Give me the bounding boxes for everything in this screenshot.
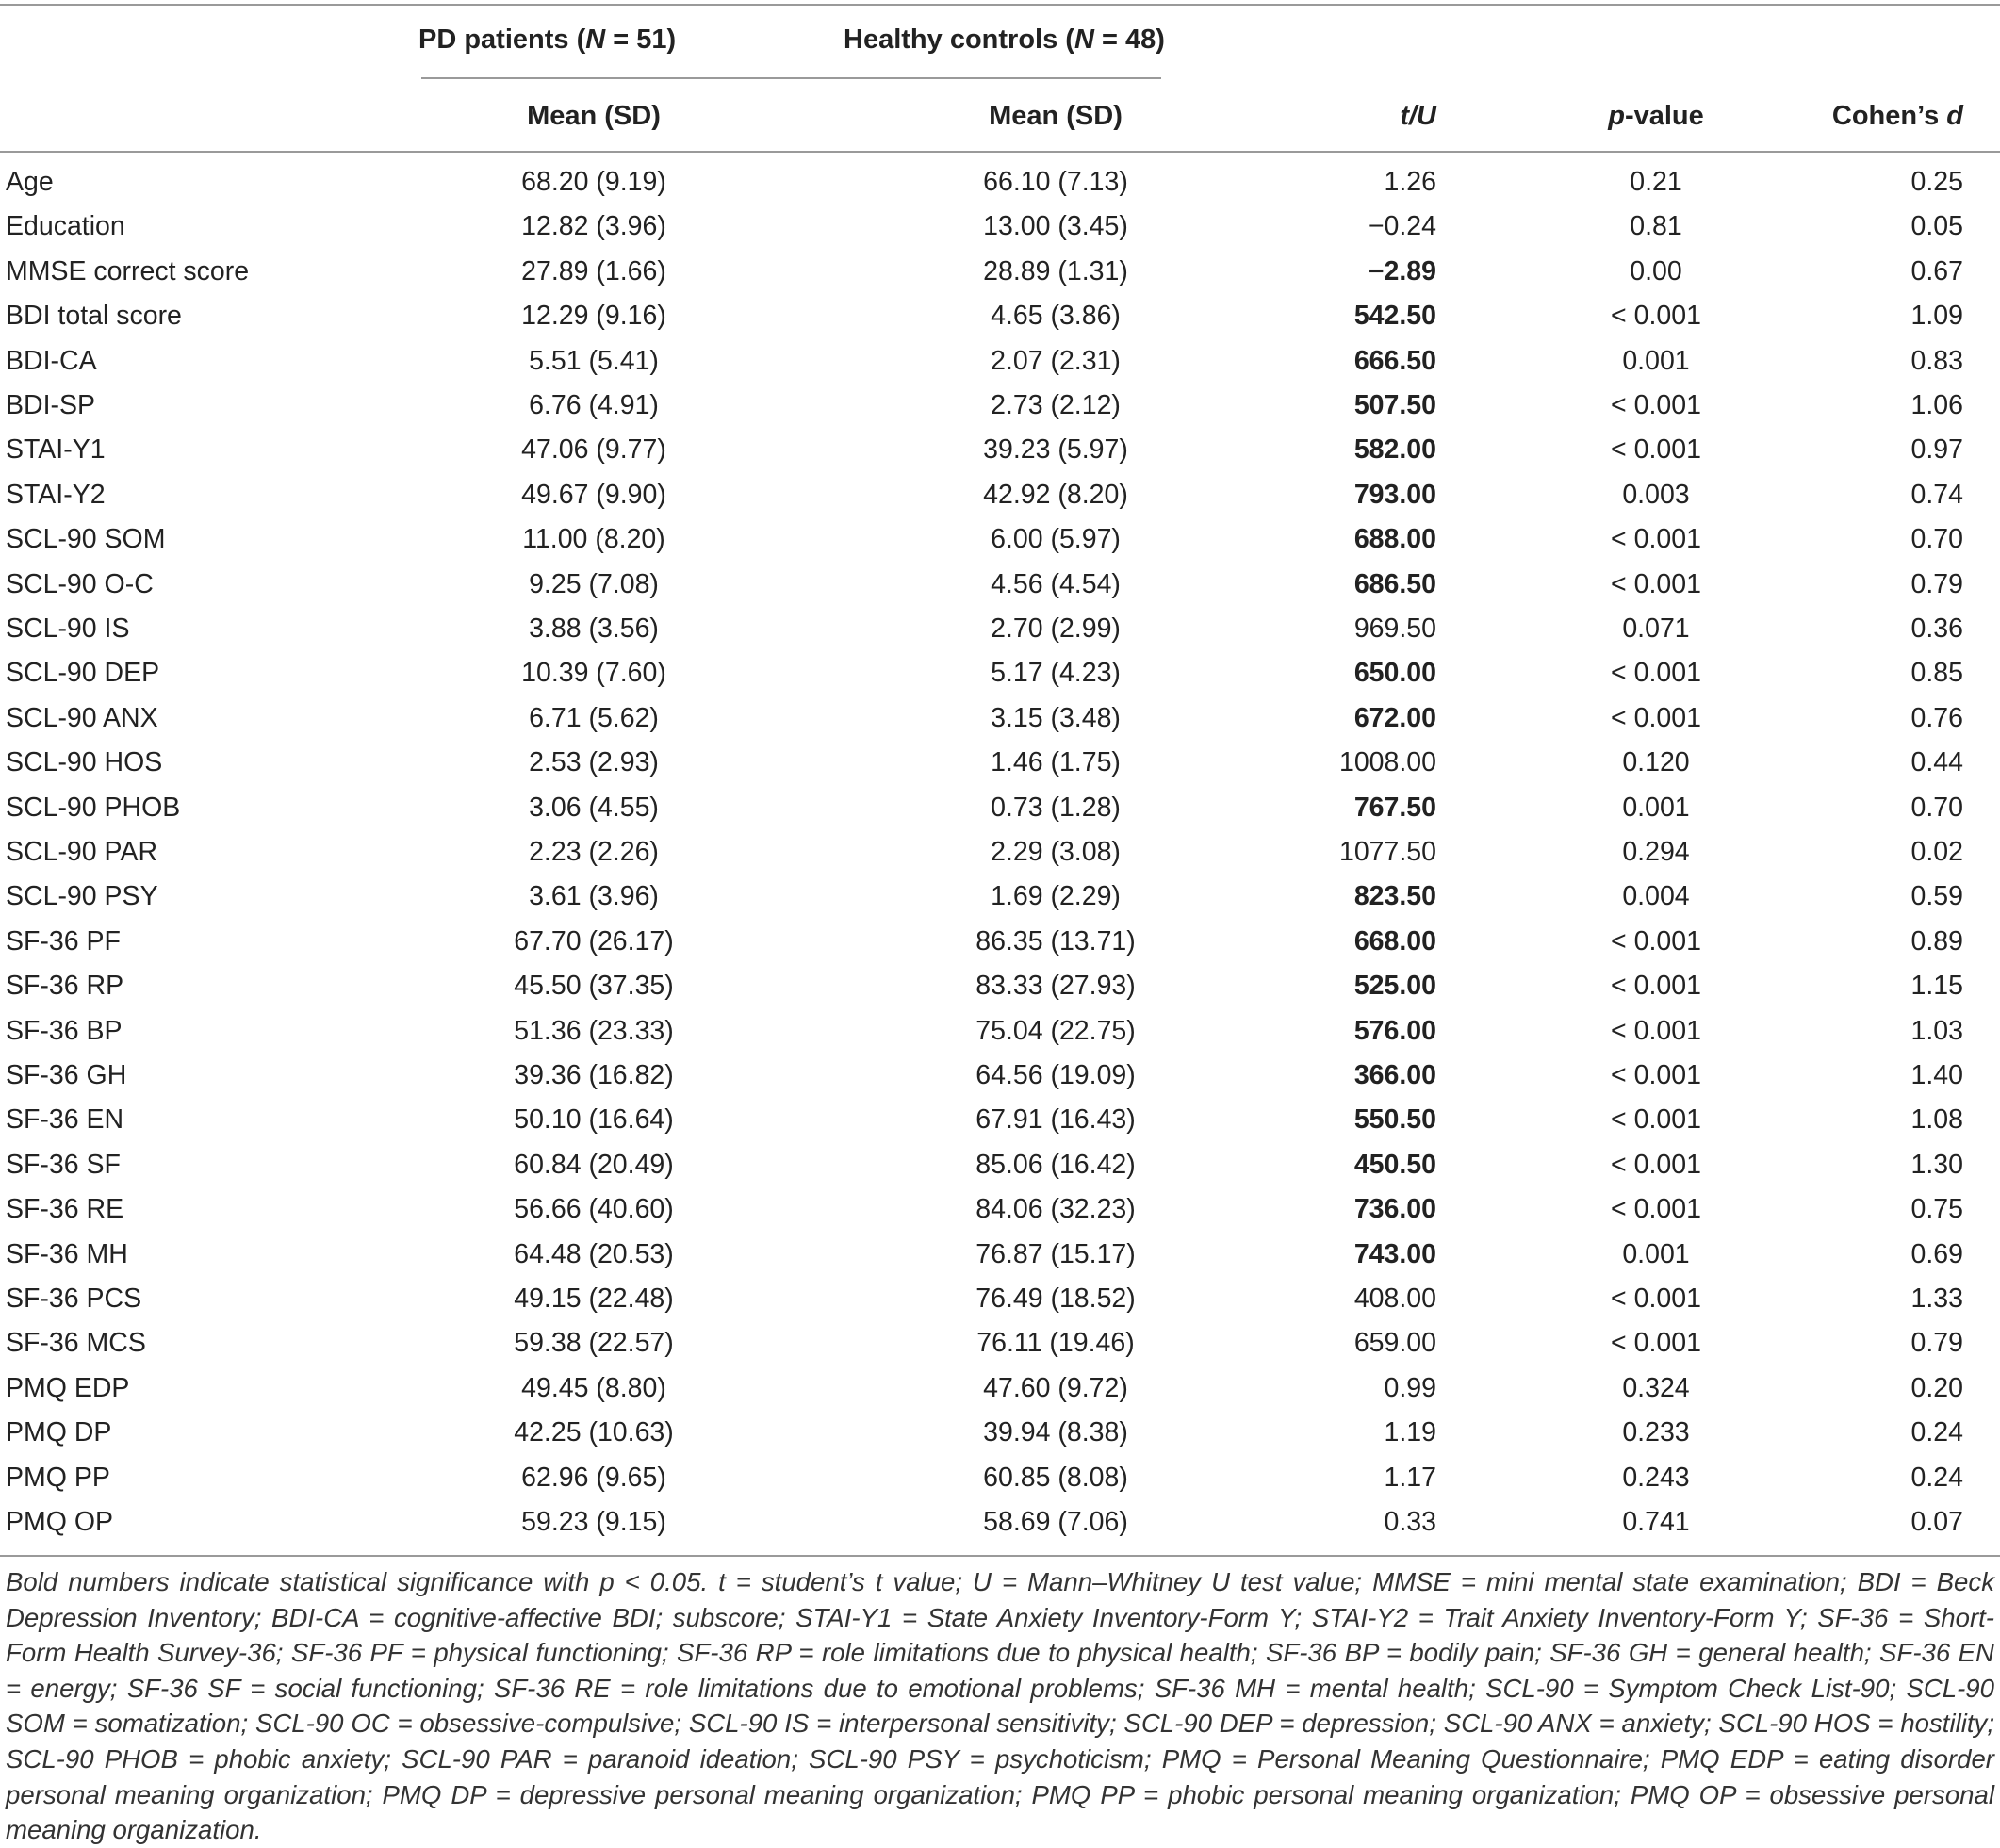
hc-mean-sd-cell: 83.33 (27.93): [975, 971, 1136, 1002]
table-row: [0, 204, 2000, 249]
pd-mean-sd-cell: 59.38 (22.57): [514, 1328, 674, 1359]
hc-mean-sd-cell: 2.29 (3.08): [991, 837, 1121, 867]
row-label: SCL-90 IS: [6, 613, 130, 644]
p-value-cell: < 0.001: [1611, 1015, 1701, 1046]
t-u-value-cell: 743.00: [1353, 1238, 1436, 1269]
hc-mean-sd-cell: 86.35 (13.71): [975, 925, 1136, 957]
hc-group-header-suffix: = 48): [1093, 25, 1165, 55]
pd-mean-header: Mean (SD): [527, 101, 661, 131]
p-value-cell: < 0.001: [1611, 702, 1701, 733]
hc-mean-sd-cell: 47.60 (9.72): [983, 1372, 1128, 1403]
cohens-d-cell: 0.44: [1910, 747, 1963, 778]
pd-mean-sd-cell: 9.25 (7.08): [529, 568, 659, 599]
pd-group-header-prefix: PD patients (: [418, 25, 586, 55]
pd-mean-sd-cell: 49.45 (8.80): [521, 1372, 666, 1403]
t-u-value-cell: 576.00: [1353, 1015, 1436, 1046]
hc-mean-sd-cell: 1.69 (2.29): [991, 881, 1121, 912]
pd-mean-sd-cell: 45.50 (37.35): [514, 971, 674, 1002]
cohens-d-cell: 1.08: [1910, 1104, 1963, 1136]
cohens-d-cell: 0.70: [1910, 524, 1963, 555]
pd-mean-sd-cell: 12.29 (9.16): [521, 301, 666, 332]
hc-mean-sd-cell: 2.70 (2.99): [991, 613, 1121, 644]
cohens-d-cell: 0.24: [1910, 1462, 1963, 1493]
hc-mean-sd-cell: 0.73 (1.28): [991, 792, 1121, 823]
row-label: SCL-90 DEP: [6, 658, 160, 689]
pd-mean-sd-cell: 11.00 (8.20): [522, 524, 665, 555]
table-row: [0, 517, 2000, 562]
t-u-value-cell: 823.50: [1353, 881, 1436, 912]
row-label: PMQ PP: [6, 1462, 110, 1493]
hc-mean-sd-cell: 5.17 (4.23): [991, 658, 1121, 689]
hc-mean-sd-cell: 85.06 (16.42): [975, 1149, 1136, 1180]
p-value-cell: < 0.001: [1611, 1149, 1701, 1180]
cohens-d-cell: 0.79: [1910, 568, 1963, 599]
table-row: [0, 786, 2000, 830]
table-top-rule: [0, 4, 2000, 6]
p-value-cell: < 0.001: [1611, 434, 1701, 466]
t-u-value-cell: 686.50: [1353, 568, 1436, 599]
t-u-value-cell: −0.24: [1368, 211, 1436, 242]
pd-mean-sd-cell: 2.23 (2.26): [529, 837, 659, 867]
row-label: BDI-CA: [6, 345, 97, 376]
p-value-cell: 0.003: [1622, 479, 1690, 510]
hc-mean-sd-cell: 75.04 (22.75): [975, 1015, 1136, 1046]
table-row: [0, 696, 2000, 741]
table-row: [0, 1098, 2000, 1142]
t-u-value-cell: 668.00: [1353, 925, 1436, 957]
t-u-value-cell: 666.50: [1353, 345, 1436, 376]
row-label: PMQ DP: [6, 1417, 112, 1448]
pd-group-header-suffix: = 51): [605, 25, 677, 55]
table-row: [0, 1143, 2000, 1187]
cohens-d-header-prefix: Cohen’s: [1831, 101, 1947, 131]
group-header-underline: [421, 77, 1161, 79]
hc-group-header-n: N: [1074, 25, 1094, 55]
pd-mean-sd-cell: 6.71 (5.62): [529, 702, 659, 733]
cohens-d-cell: 0.79: [1910, 1328, 1963, 1359]
p-value-cell: < 0.001: [1611, 390, 1701, 420]
table-row: [0, 830, 2000, 875]
t-u-value-cell: 1077.50: [1338, 837, 1436, 867]
t-u-value-cell: 366.00: [1353, 1060, 1436, 1090]
cohens-d-cell: 0.20: [1910, 1372, 1963, 1403]
hc-mean-sd-cell: 2.07 (2.31): [991, 345, 1121, 376]
table-row: [0, 473, 2000, 517]
hc-mean-sd-cell: 4.65 (3.86): [991, 301, 1121, 332]
hc-mean-sd-cell: 39.94 (8.38): [983, 1417, 1128, 1448]
t-u-value-cell: 659.00: [1353, 1328, 1436, 1359]
table-row: [0, 1321, 2000, 1366]
hc-mean-sd-cell: 66.10 (7.13): [983, 167, 1128, 197]
cohens-d-cell: 0.67: [1910, 255, 1963, 286]
hc-mean-sd-cell: 6.00 (5.97): [991, 524, 1121, 555]
p-value-cell: < 0.001: [1611, 1328, 1701, 1359]
p-value-cell: 0.81: [1630, 211, 1682, 242]
p-value-cell: 0.001: [1622, 792, 1690, 823]
t-u-header-text: t/U: [1400, 101, 1436, 131]
pd-mean-sd-cell: 47.06 (9.77): [521, 434, 666, 466]
cohens-d-cell: 0.76: [1910, 702, 1963, 733]
t-u-value-cell: 1.19: [1384, 1417, 1436, 1448]
cohens-d-cell: 0.69: [1910, 1238, 1963, 1269]
table-row: [0, 563, 2000, 607]
row-label: SF-36 GH: [6, 1060, 127, 1090]
cohens-d-cell: 1.33: [1910, 1284, 1963, 1314]
cohens-d-cell: 0.02: [1910, 837, 1963, 867]
p-value-cell: 0.741: [1622, 1507, 1690, 1537]
row-label: MMSE correct score: [6, 255, 250, 286]
hc-mean-sd-cell: 28.89 (1.31): [983, 255, 1128, 286]
table-row: [0, 384, 2000, 428]
table-row: [0, 1500, 2000, 1545]
row-label: SF-36 MH: [6, 1238, 128, 1269]
p-value-cell: 0.324: [1622, 1372, 1690, 1403]
cohens-d-header-d: d: [1946, 101, 1963, 131]
hc-group-header: [844, 21, 1165, 58]
table-row: [0, 160, 2000, 204]
t-u-value-cell: 550.50: [1353, 1104, 1436, 1136]
table-row: [0, 964, 2000, 1008]
p-value-cell: < 0.001: [1611, 524, 1701, 555]
row-label: Age: [6, 167, 54, 197]
t-u-value-cell: 0.99: [1384, 1372, 1436, 1403]
table-row: [0, 294, 2000, 338]
cohens-d-cell: 0.85: [1910, 658, 1963, 689]
p-value-cell: 0.001: [1622, 1238, 1690, 1269]
p-value-cell: 0.294: [1622, 837, 1690, 867]
pd-group-header: [418, 21, 676, 58]
pd-mean-sd-cell: 2.53 (2.93): [529, 747, 659, 778]
t-u-value-cell: 688.00: [1353, 524, 1436, 555]
pd-mean-sd-cell: 6.76 (4.91): [529, 390, 659, 420]
pd-mean-sd-cell: 3.61 (3.96): [529, 881, 659, 912]
t-u-value-cell: 767.50: [1353, 792, 1436, 823]
p-value-cell: 0.071: [1622, 613, 1690, 644]
cohens-d-cell: 0.36: [1910, 613, 1963, 644]
t-u-value-cell: 793.00: [1353, 479, 1436, 510]
row-label: SCL-90 PSY: [6, 881, 158, 912]
row-label: SCL-90 PHOB: [6, 792, 181, 823]
cohens-d-cell: 0.70: [1910, 792, 1963, 823]
p-value-cell: 0.21: [1630, 167, 1682, 197]
row-label: SF-36 EN: [6, 1104, 124, 1136]
row-label: STAI-Y2: [6, 479, 106, 510]
pd-mean-sd-cell: 67.70 (26.17): [514, 925, 674, 957]
p-value-cell: < 0.001: [1611, 925, 1701, 957]
t-u-value-cell: 1.17: [1384, 1462, 1436, 1493]
cohens-d-cell: 0.05: [1910, 211, 1963, 242]
t-u-value-cell: 650.00: [1353, 658, 1436, 689]
cohens-d-cell: 0.24: [1910, 1417, 1963, 1448]
t-u-value-cell: 542.50: [1353, 301, 1436, 332]
pd-mean-sd-cell: 5.51 (5.41): [529, 345, 659, 376]
p-value-header: [1519, 97, 1793, 135]
table-row: [0, 339, 2000, 384]
p-value-cell: < 0.001: [1611, 1284, 1701, 1314]
table-row: [0, 1411, 2000, 1455]
p-value-cell: < 0.001: [1611, 658, 1701, 689]
pd-mean-sd-cell: 62.96 (9.65): [521, 1462, 666, 1493]
row-label: SCL-90 O-C: [6, 568, 154, 599]
hc-mean-sd-cell: 3.15 (3.48): [991, 702, 1121, 733]
cohens-d-cell: 0.25: [1910, 167, 1963, 197]
hc-mean-sd-cell: 67.91 (16.43): [975, 1104, 1136, 1136]
hc-mean-sd-cell: 13.00 (3.45): [983, 211, 1128, 242]
p-value-header-p: p: [1608, 101, 1625, 131]
pd-mean-sd-cell: 50.10 (16.64): [514, 1104, 674, 1136]
row-label: BDI total score: [6, 301, 182, 332]
table-row: [0, 741, 2000, 785]
pd-mean-sd-cell: 60.84 (20.49): [514, 1149, 674, 1180]
cohens-d-cell: 1.15: [1910, 971, 1963, 1002]
t-u-value-cell: 1.26: [1384, 167, 1436, 197]
row-label: SCL-90 SOM: [6, 524, 166, 555]
row-label: SCL-90 ANX: [6, 702, 158, 733]
t-u-value-cell: 525.00: [1353, 971, 1436, 1002]
hc-mean-sd-cell: 76.87 (15.17): [975, 1238, 1136, 1269]
t-u-value-cell: 450.50: [1353, 1149, 1436, 1180]
t-u-header: [1400, 97, 1436, 135]
hc-mean-sd-cell: 84.06 (32.23): [975, 1194, 1136, 1225]
t-u-value-cell: 672.00: [1353, 702, 1436, 733]
table-row: [0, 428, 2000, 472]
t-u-value-cell: −2.89: [1368, 255, 1436, 286]
header-bottom-rule: [0, 151, 2000, 153]
row-label: SF-36 RE: [6, 1194, 124, 1225]
hc-mean-sd-cell: 60.85 (8.08): [983, 1462, 1128, 1493]
cohens-d-cell: 0.59: [1910, 881, 1963, 912]
t-u-value-cell: 408.00: [1353, 1284, 1436, 1314]
hc-group-header-prefix: Healthy controls (: [844, 25, 1074, 55]
row-label: SF-36 RP: [6, 971, 124, 1002]
hc-mean-sd-cell: 1.46 (1.75): [991, 747, 1121, 778]
p-value-cell: < 0.001: [1611, 301, 1701, 332]
hc-mean-sd-cell: 64.56 (19.09): [975, 1060, 1136, 1090]
t-u-value-cell: 582.00: [1353, 434, 1436, 466]
cohens-d-cell: 0.75: [1910, 1194, 1963, 1225]
pd-mean-sd-cell: 3.88 (3.56): [529, 613, 659, 644]
t-u-value-cell: 1008.00: [1338, 747, 1436, 778]
hc-mean-sd-cell: 4.56 (4.54): [991, 568, 1121, 599]
p-value-cell: 0.243: [1622, 1462, 1690, 1493]
cohens-d-cell: 0.89: [1910, 925, 1963, 957]
cohens-d-cell: 0.83: [1910, 345, 1963, 376]
table-row: [0, 607, 2000, 651]
hc-mean-sd-cell: 58.69 (7.06): [983, 1507, 1128, 1537]
row-label: SF-36 BP: [6, 1015, 123, 1046]
hc-mean-header: Mean (SD): [989, 101, 1123, 131]
pd-mean-sd-cell: 10.39 (7.60): [521, 658, 666, 689]
row-label: SF-36 MCS: [6, 1328, 146, 1359]
row-label: Education: [6, 211, 125, 242]
t-u-value-cell: 507.50: [1353, 390, 1436, 420]
p-value-cell: 0.120: [1622, 747, 1690, 778]
cohens-d-cell: 0.74: [1910, 479, 1963, 510]
pd-mean-sd-cell: 51.36 (23.33): [514, 1015, 674, 1046]
row-label: SF-36 PCS: [6, 1284, 142, 1314]
cohens-d-cell: 1.30: [1910, 1149, 1963, 1180]
p-value-cell: < 0.001: [1611, 1060, 1701, 1090]
pd-mean-sd-cell: 56.66 (40.60): [514, 1194, 674, 1225]
hc-mean-sd-cell: 2.73 (2.12): [991, 390, 1121, 420]
pd-mean-sd-cell: 68.20 (9.19): [521, 167, 666, 197]
p-value-cell: < 0.001: [1611, 971, 1701, 1002]
table-row: [0, 1456, 2000, 1500]
cohens-d-header: [1832, 97, 1963, 135]
table-row: [0, 1009, 2000, 1054]
table-row: [0, 1054, 2000, 1098]
pd-mean-sd-cell: 49.15 (22.48): [514, 1284, 674, 1314]
hc-mean-sd-cell: 76.11 (19.46): [976, 1328, 1135, 1359]
pd-mean-sd-cell: 49.67 (9.90): [521, 479, 666, 510]
row-label: STAI-Y1: [6, 434, 106, 466]
table-row: [0, 1233, 2000, 1277]
t-u-value-cell: 736.00: [1353, 1194, 1436, 1225]
row-label: SCL-90 PAR: [6, 837, 158, 867]
pd-mean-sd-cell: 64.48 (20.53): [514, 1238, 674, 1269]
row-label: BDI-SP: [6, 390, 96, 420]
hc-mean-sd-cell: 42.92 (8.20): [983, 479, 1128, 510]
pd-mean-sd-cell: 42.25 (10.63): [514, 1417, 674, 1448]
cohens-d-cell: 1.03: [1910, 1015, 1963, 1046]
table-row: [0, 1277, 2000, 1321]
pd-mean-sd-cell: 27.89 (1.66): [521, 255, 666, 286]
row-label: SF-36 PF: [6, 925, 121, 957]
row-label: SCL-90 HOS: [6, 747, 163, 778]
p-value-cell: < 0.001: [1611, 1104, 1701, 1136]
cohens-d-cell: 1.06: [1910, 390, 1963, 420]
p-value-cell: < 0.001: [1611, 568, 1701, 599]
hc-mean-sd-cell: 39.23 (5.97): [983, 434, 1128, 466]
table-row: [0, 651, 2000, 695]
table-row: [0, 1366, 2000, 1411]
row-label: SF-36 SF: [6, 1149, 121, 1180]
pd-group-header-n: N: [585, 25, 606, 55]
cohens-d-cell: 0.97: [1910, 434, 1963, 466]
p-value-cell: 0.00: [1630, 255, 1682, 286]
p-value-cell: < 0.001: [1611, 1194, 1701, 1225]
p-value-cell: 0.004: [1622, 881, 1690, 912]
pd-mean-sd-cell: 39.36 (16.82): [514, 1060, 674, 1090]
p-value-cell: 0.001: [1622, 345, 1690, 376]
row-label: PMQ EDP: [6, 1372, 130, 1403]
pd-mean-sd-cell: 12.82 (3.96): [521, 211, 666, 242]
table-bottom-rule: [0, 1555, 2000, 1557]
pd-mean-sd-cell: 59.23 (9.15): [521, 1507, 666, 1537]
cohens-d-cell: 0.07: [1910, 1507, 1963, 1537]
table-row: [0, 920, 2000, 964]
table-row: [0, 875, 2000, 919]
table-row: [0, 1187, 2000, 1232]
table-row: [0, 250, 2000, 294]
p-value-header-rest: -value: [1624, 101, 1704, 131]
table-footnote: Bold numbers indicate statistical significance with p < 0.05. t = student’s t value; U = Mann–Whitney U test value; MMSE = mini mental state examination; BDI = Beck Depression Inventory; BDI-CA = cognitive-affective BDI; subscore; STAI-Y1 = State Anxiety Inventory-Form Y; STAI-Y2 = Trait Anxiety Inventory-Form Y; SF-36 = Short-Form Health Survey-36; SF-36 PF = physical functioning; SF-36 RP = role limitations due to physical health; SF-36 BP = bodily pain; SF-36 GH = general health; SF-36 EN = energy; SF-36 SF = social functioning; SF-36 RE = role limitations due to emotional problems; SF-36 MH = mental health; SCL-90 = Symptom Check List-90; SCL-90 SOM = somatization; SCL-90 OC = obsessive-compulsive; SCL-90 IS = interpersonal sensitivity; SCL-90 DEP = depression; SCL-90 ANX = anxiety; SCL-90 HOS = hostility; SCL-90 PHOB = phobic anxiety; SCL-90 PAR = paranoid ideation; SCL-90 PSY = psychoticism; PMQ = Personal Meaning Questionnaire; PMQ EDP = eating disorder personal meaning organization; PMQ DP = depressive personal meaning organization; PMQ PP = phobic personal meaning organization; PMQ OP = obsessive personal meaning organization.: [6, 1567, 1994, 1845]
cohens-d-cell: 1.40: [1910, 1060, 1963, 1090]
cohens-d-cell: 1.09: [1910, 301, 1963, 332]
pd-mean-sd-cell: 3.06 (4.55): [529, 792, 659, 823]
t-u-value-cell: 969.50: [1353, 613, 1436, 644]
row-label: PMQ OP: [6, 1507, 114, 1537]
hc-mean-sd-cell: 76.49 (18.52): [975, 1284, 1136, 1314]
t-u-value-cell: 0.33: [1384, 1507, 1436, 1537]
p-value-cell: 0.233: [1622, 1417, 1690, 1448]
